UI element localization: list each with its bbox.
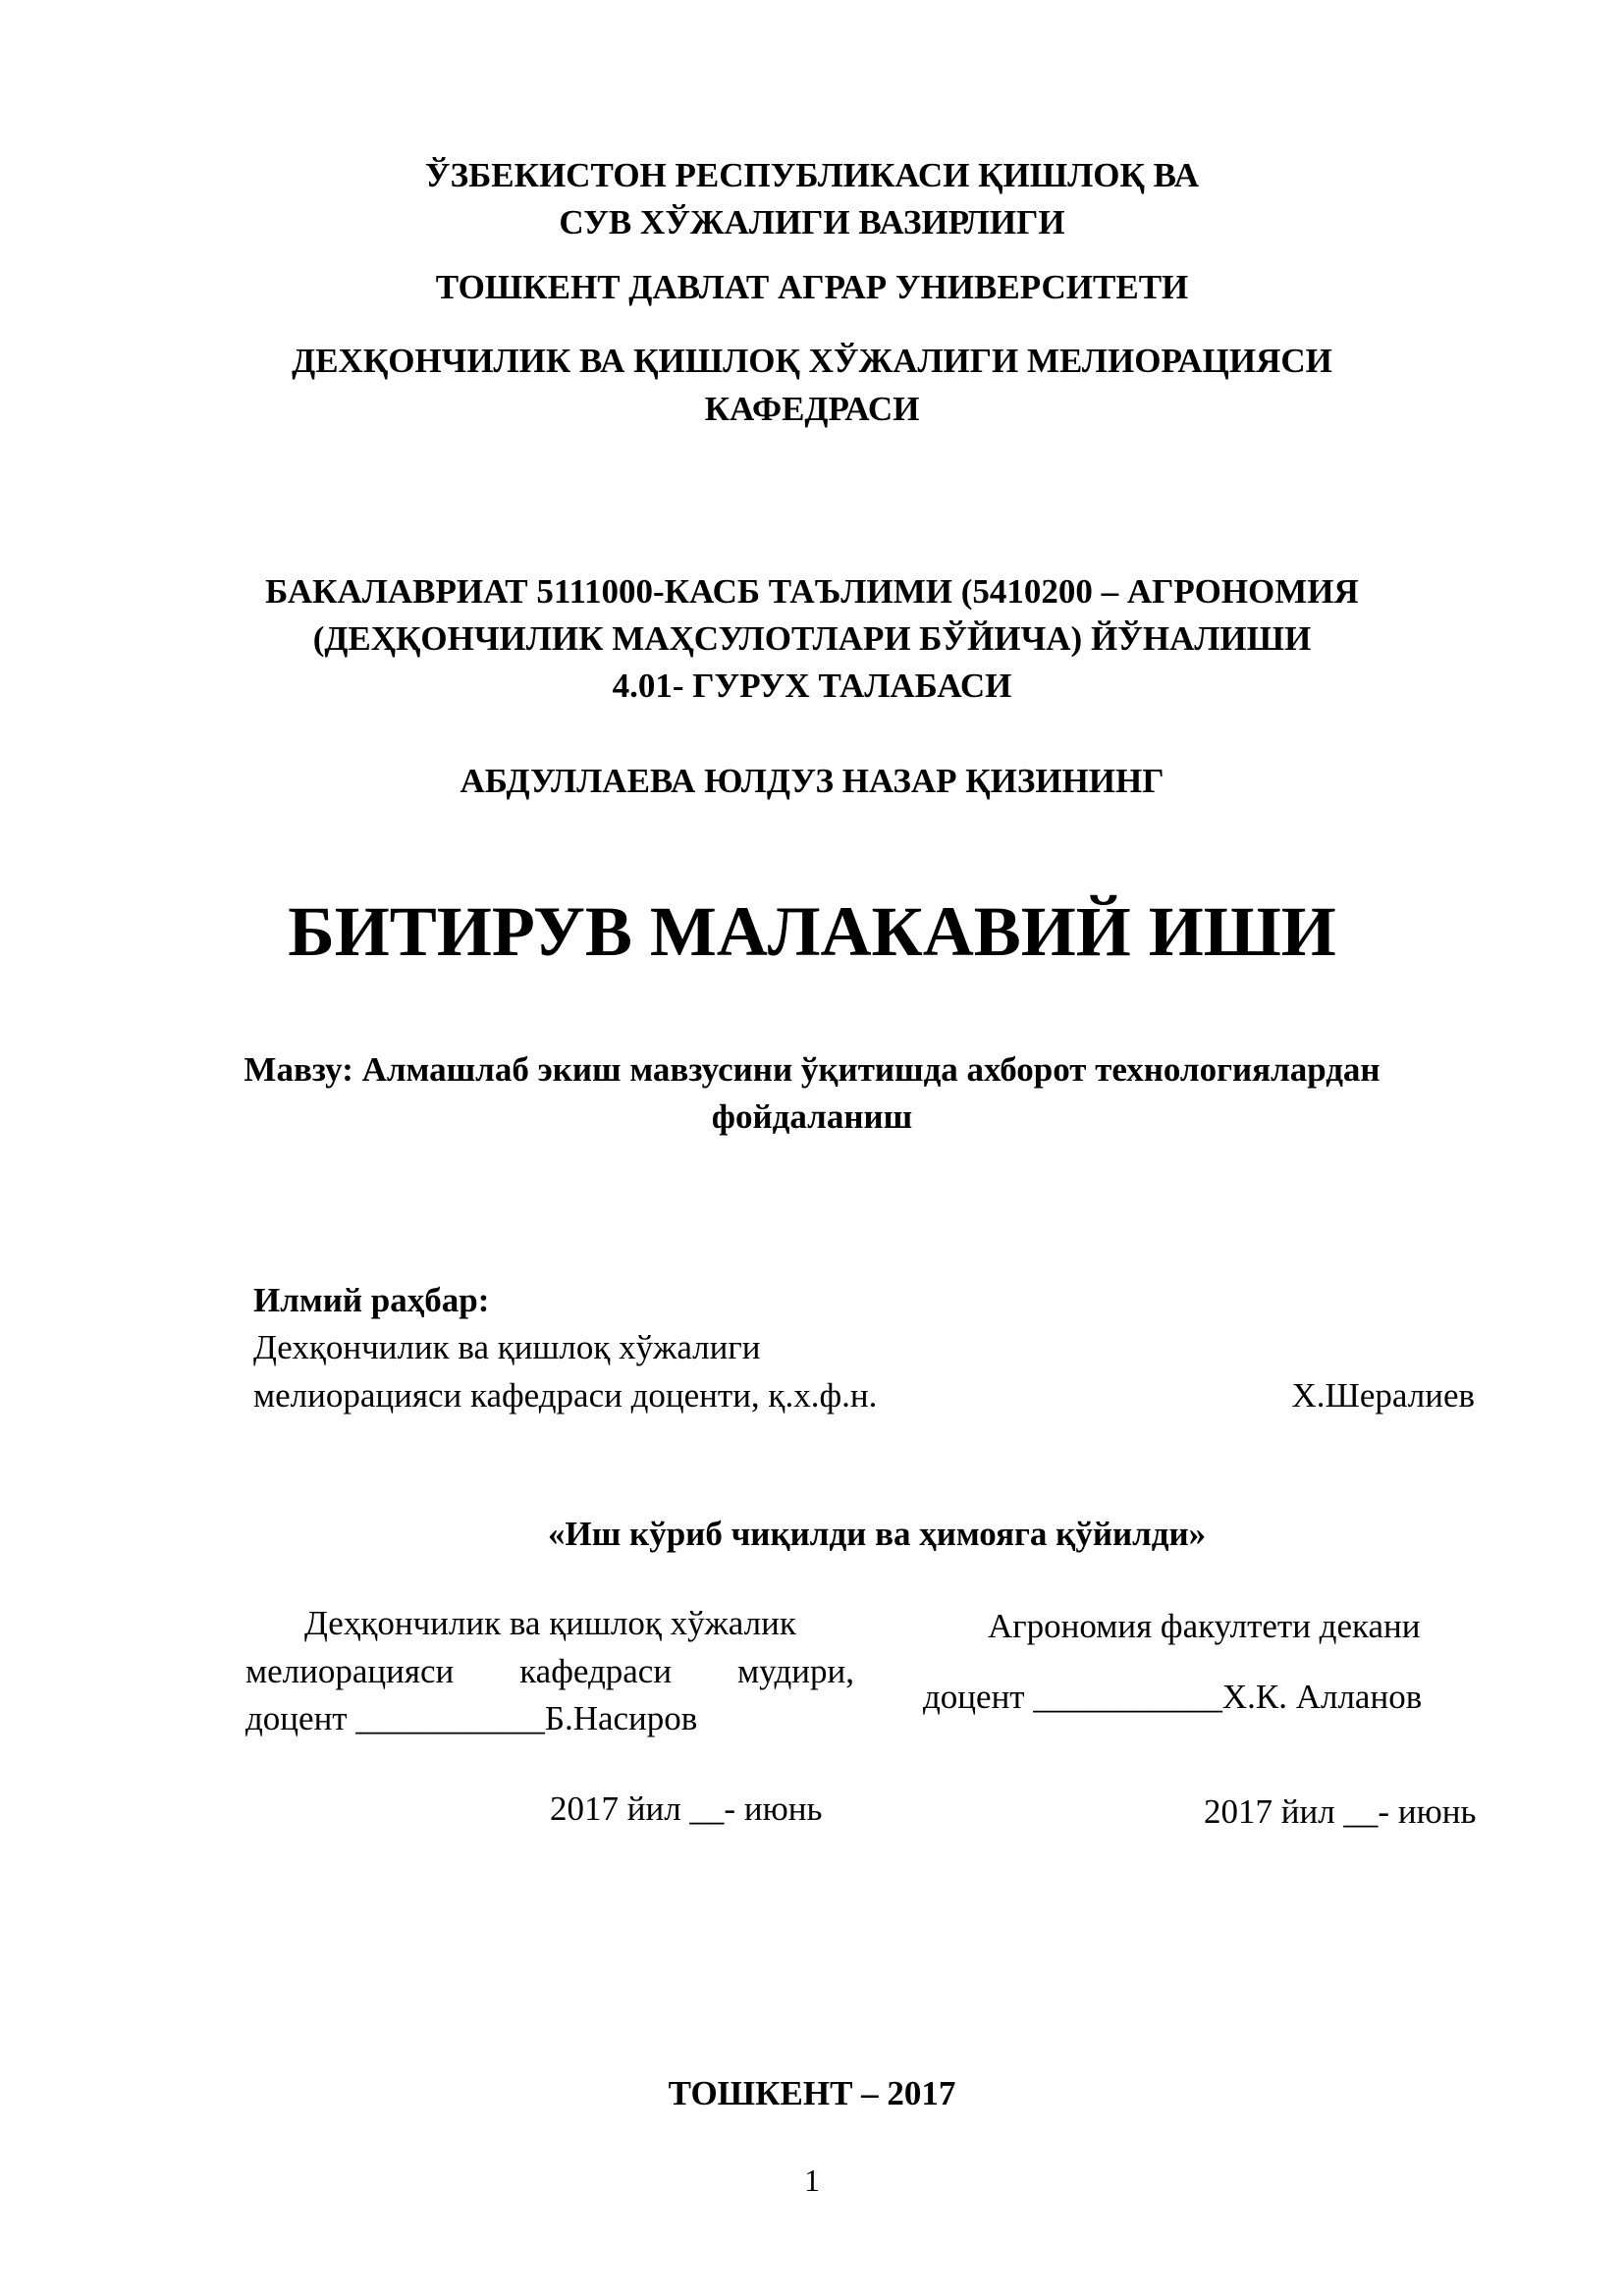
- supervisor-name: Х.Шералиев: [1291, 1376, 1475, 1415]
- program-line-1: БАКАЛАВРИАТ 5111000-КАСБ ТАЪЛИМИ (5410200 – АГРОНОМИЯ: [265, 572, 1359, 611]
- supervisor-line-2: мелиорацияси кафедраси доценти, қ.х.ф.н.: [253, 1376, 878, 1415]
- dean-signature: доцент ___________Х.К. Алланов: [923, 1678, 1423, 1716]
- department-line-1: ДЕХҚОНЧИЛИК ВА ҚИШЛОҚ ХЎЖАЛИГИ МЕЛИОРАЦИЯСИ: [292, 342, 1332, 380]
- head-of-department-line-1: Деҳқончилик ва қишлоқ хўжалик: [304, 1604, 796, 1642]
- page-number: 1: [804, 2163, 820, 2198]
- document-title: БИТИРУВ МАЛАКАВИЙ ИШИ: [288, 892, 1336, 971]
- supervisor-line-1: Дехқончилик ва қишлоқ хўжалиги: [253, 1328, 761, 1366]
- program-line-2: (ДЕҲҚОНЧИЛИК МАҲСУЛОТЛАРИ БЎЙИЧА) ЙЎНАЛИШИ: [312, 619, 1312, 658]
- city-year: ТОШКЕНТ – 2017: [668, 2074, 956, 2112]
- head-of-department-signature: доцент ___________Б.Насиров: [245, 1699, 698, 1737]
- university-name: ТОШКЕНТ ДАВЛАТ АГРАР УНИВЕРСИТЕТИ: [435, 268, 1189, 306]
- student-name: АБДУЛЛАЕВА ЮЛДУЗ НАЗАР ҚИЗИНИНГ: [460, 762, 1164, 800]
- topic-line-1: Мавзу: Алмашлаб экиш мавзусини ўқитишда ахборот технологиялардан: [244, 1050, 1380, 1089]
- approval-statement: «Иш кўриб чиқилди ва ҳимояга қўйилди»: [548, 1515, 1207, 1553]
- department-line-2: КАФЕДРАСИ: [704, 390, 920, 428]
- right-approval-date: 2017 йил __- июнь: [1204, 1792, 1477, 1831]
- program-line-3: 4.01- ГУРУХ ТАЛАБАСИ: [612, 667, 1012, 705]
- ministry-line-1: ЎЗБЕКИСТОН РЕСПУБЛИКАСИ ҚИШЛОҚ ВА: [424, 156, 1200, 194]
- left-approval-date: 2017 йил __- июнь: [550, 1789, 823, 1828]
- supervisor-heading: Илмий раҳбар:: [253, 1281, 490, 1319]
- head-of-department-line-2: мелиорацияси кафедраси мудири,: [245, 1652, 854, 1690]
- dean-line-1: Агрономия факултети декани: [988, 1607, 1421, 1645]
- ministry-line-2: СУВ ХЎЖАЛИГИ ВАЗИРЛИГИ: [559, 203, 1065, 241]
- topic-line-2: фойдаланиш: [711, 1097, 913, 1136]
